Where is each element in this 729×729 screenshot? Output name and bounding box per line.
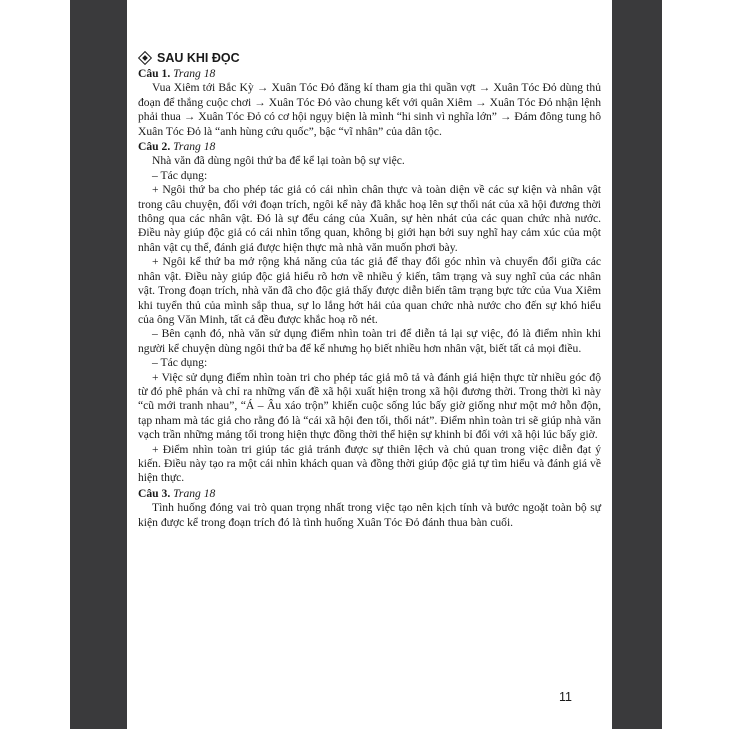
question-label: Câu 1. [138, 67, 171, 80]
paragraph: Vua Xiêm tới Bắc Kỳ → Xuân Tóc Đỏ đăng kí tham gia thi quần vợt → Xuân Tóc Đỏ dùng thủ đoạn để thắng cuộc chơi → Xuân Tóc Đỏ vào chung kết với quân Xiêm → Xuân Tóc Đỏ nhận lệnh phải thua → Xuân Tóc Đỏ có cơ hội ngụy biện là mình “hi sinh vì nghĩa lớn” → Đám đông tung hô Xuân Tóc Đỏ là “anh hùng cứu quốc”, bậc “vĩ nhân” của dân tộc. [138, 81, 601, 138]
question-page-ref: Trang 18 [173, 140, 216, 154]
question-label: Câu 2. [138, 140, 171, 154]
question-heading [138, 67, 601, 81]
diamond-bullet-icon [138, 51, 152, 65]
paragraph: – Bên cạnh đó, nhà văn sử dụng điểm nhìn toàn tri để diễn tả lại sự việc, đó là điểm nhìn khi người kể chuyện dùng ngôi thứ ba để kể nhưng họ biết nhiều hơn nhân vật, biết tất cả mọi điều. [138, 327, 601, 355]
paragraph: + Ngôi thứ ba cho phép tác giả có cái nhìn chân thực và toàn diện về các sự kiện và nhân vật trong câu chuyện, đối với đoạn trích, ngôi kể này đã khắc hoạ lên sự thối nát của xã hội đương thời thông qua các nhân vật. Đó là sự đểu cáng của Xuân, sự hèn nhát của các quan chức nhà nước. Điều này giúp độc giả có cái nhìn tổng quan, không bị giới hạn bởi suy nghĩ hay cảm xúc của một nhân vật cụ thể, đánh giá được hiện thực mà nhà văn muốn phơi bày. [138, 183, 601, 254]
paragraph: + Ngôi kể thứ ba mở rộng khả năng của tác giả để thay đổi góc nhìn và chuyển đổi giữa các nhân vật. Điều này giúp độc giả hiểu rõ hơn về nhiều ý kiến, tâm trạng và suy nghĩ của các nhân vật. Trong đoạn trích, nhà văn đã cho độc giả thấy được diễn biến tâm trạng bực tức của Vua Xiêm khi tuyển thủ của mình sắp thua, sự lo lắng hớt hải của quan chức nhà nước cho đến sự khó hiểu của ông Văn Minh, tất cả đều được khắc hoạ rõ nét. [138, 255, 601, 326]
question-3 [138, 487, 601, 530]
page-number: 11 [559, 690, 572, 704]
book-page [127, 0, 612, 729]
question-heading [138, 487, 601, 501]
paragraph: Tình huống đóng vai trò quan trọng nhất trong việc tạo nên kịch tính và bước ngoặt toàn bộ sự kiện được kể trong đoạn trích đó là tình huống Xuân Tóc Đỏ đánh thua bàn cuối. [138, 501, 601, 529]
page-content [138, 50, 601, 530]
paragraph: + Điểm nhìn toàn tri giúp tác giả tránh được sự thiên lệch và chủ quan trong việc diễn đạt ý kiến. Điều này tạo ra một cái nhìn khách quan và đồng thời giúp độc giả tự tìm hiểu và đánh giá về hiện thực. [138, 442, 601, 485]
paragraph: – Tác dụng: [152, 168, 208, 182]
dark-border-left [70, 0, 127, 729]
question-heading [138, 140, 601, 154]
question-1 [138, 67, 601, 139]
paragraph: – Tác dụng: [152, 356, 208, 370]
question-label: Câu 3. [138, 486, 171, 500]
question-2 [138, 140, 601, 486]
paragraph: + Việc sử dụng điểm nhìn toàn tri cho phép tác giả mô tả và đánh giá hiện thực từ nhiều góc độ từ đó phê phán và chỉ ra những vấn đề xã hội xuất hiện trong xã hội đương thời. Trong thời kì này “cũ mới tranh nhau”, “Á – Âu xáo trộn” khiến cuộc sống lúc bấy giờ giống như một mớ hỗn độn, tạp nham mà tác giả cho rằng đó là “cái xã hội đen tối, thối nát”. Điểm nhìn toàn tri sẽ giúp nhà văn vạch trần những mảng tối trong hiện thực đồng thời thể hiện sự khinh bỉ đối với xã hội lúc bấy giờ. [138, 370, 601, 442]
section-heading [138, 50, 601, 66]
section-title: SAU KHI ĐỌC [157, 51, 240, 65]
dark-border-right [612, 0, 662, 729]
question-page-ref: Trang 18 [173, 67, 216, 80]
paragraph: Nhà văn đã dùng ngôi thứ ba để kể lại toàn bộ sự việc. [152, 154, 405, 168]
question-page-ref: Trang 18 [173, 486, 216, 500]
